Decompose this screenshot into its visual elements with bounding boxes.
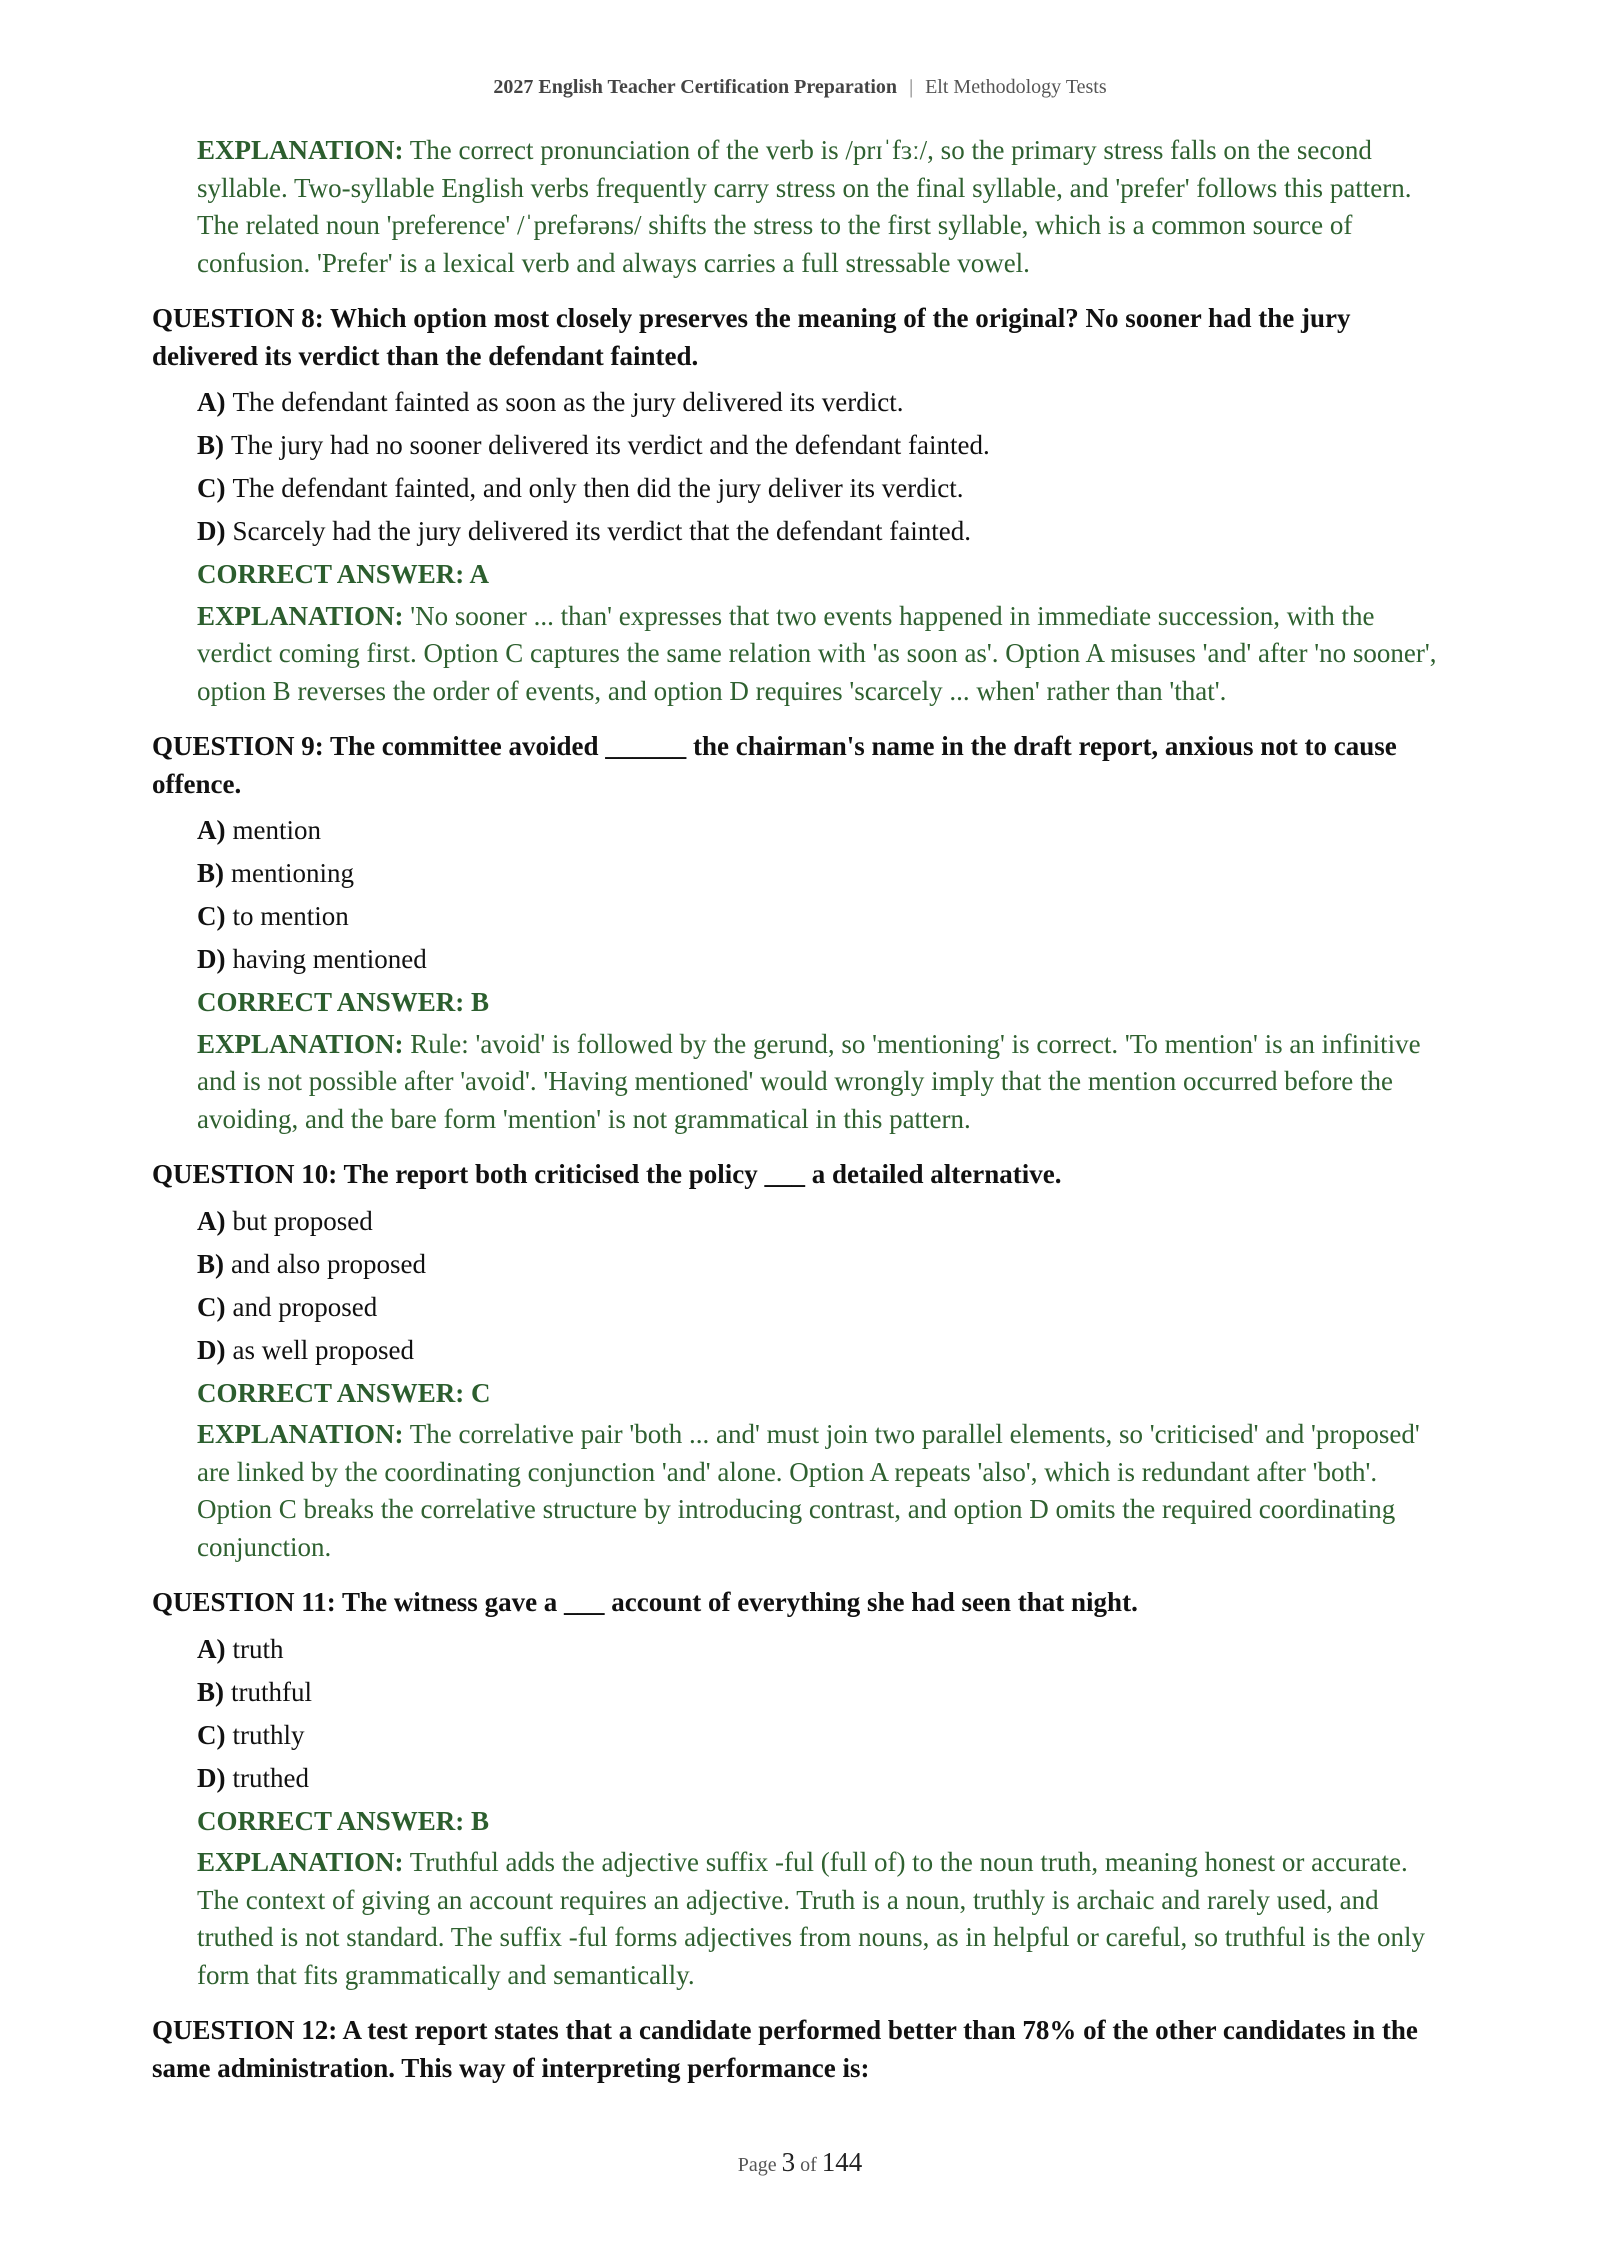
option-letter: D) xyxy=(197,1334,226,1365)
document-subtitle: Elt Methodology Tests xyxy=(925,76,1107,98)
option-c xyxy=(197,895,1452,938)
explanation xyxy=(197,598,1452,711)
explanation-text: 'No sooner ... than' expresses that two events happened in immediate succession, with the verdict coming first. Option C captures the same relation with 'as soon as'. Option A misuses 'and' after 'no sooner', option B reverses the order of events, and option D requires 'scarcely ... when' rather than 'that'. xyxy=(197,600,1437,706)
option-text: The jury had no sooner delivered its verdict and the defendant fainted. xyxy=(231,430,990,460)
option-letter: A) xyxy=(197,387,226,417)
option-b xyxy=(197,424,1452,467)
question-stem: QUESTION 8: Which option most closely preserves the meaning of the original? No sooner had the jury delivered its verdict than the defendant fainted. xyxy=(152,303,1351,371)
current-page-number: 3 xyxy=(781,2147,796,2177)
correct-answer: CORRECT ANSWER: A xyxy=(197,559,490,589)
question-12 xyxy=(152,2012,1452,2087)
option-text: mentioning xyxy=(231,858,354,888)
explanation-label: EXPLANATION: xyxy=(197,1028,404,1059)
intro-explanation xyxy=(197,132,1452,282)
explanation-text: The correlative pair 'both ... and' must join two parallel elements, so 'criticised' and 'proposed' are linked by the coordinating conjunction 'and' alone. Option A repeats 'also', which is redundant after 'both'. Option C breaks the correlative structure by introducing contrast, and option D omits the required coordinating conjunction. xyxy=(197,1419,1420,1562)
explanation-text: Rule: 'avoid' is followed by the gerund, so 'mentioning' is correct. 'To mention' is an infinitive and is not possible after 'avoid'. 'Having mentioned' would wrongly imply that the mention occurred before the avoiding, and the bare form 'mention' is not grammatical in this pattern. xyxy=(197,1028,1421,1134)
option-text: The defendant fainted as soon as the jury delivered its verdict. xyxy=(232,387,904,417)
option-c xyxy=(197,467,1452,510)
option-letter: B) xyxy=(197,1676,224,1707)
option-text: Scarcely had the jury delivered its verdict that the defendant fainted. xyxy=(232,516,971,546)
correct-answer: CORRECT ANSWER: B xyxy=(197,987,490,1017)
correct-answer: CORRECT ANSWER: C xyxy=(197,1377,491,1408)
option-letter: C) xyxy=(197,901,226,931)
option-text: mention xyxy=(232,815,321,845)
option-text: truth xyxy=(232,1633,284,1664)
option-c xyxy=(197,1286,1452,1329)
question-stem: QUESTION 9: The committee avoided ______ the chairman's name in the draft report, anxious not to cause offence. xyxy=(152,731,1397,799)
option-letter: D) xyxy=(197,1762,226,1793)
page-content xyxy=(152,132,1452,2093)
question-stem: QUESTION 12: A test report states that a candidate performed better than 78% of the other candidates in the same administration. This way of interpreting performance is: xyxy=(152,2015,1418,2083)
option-d xyxy=(197,1757,1452,1800)
option-letter: D) xyxy=(197,516,226,546)
option-text: truthly xyxy=(232,1719,305,1750)
question-stem: QUESTION 10: The report both criticised the policy ___ a detailed alternative. xyxy=(152,1159,1062,1189)
explanation-label: EXPLANATION: xyxy=(197,1419,404,1449)
option-d xyxy=(197,938,1452,981)
explanation-text: The correct pronunciation of the verb is /prɪˈfɜː/, so the primary stress falls on the second syllable. Two-syllable English verbs frequently carry stress on the final syllable, and 'prefer' follows this pattern. The related noun 'preference' /ˈprefərəns/ shifts the stress to the first syllable, which is a common source of confusion. 'Prefer' is a lexical verb and always carries a full stressable vowel. xyxy=(197,135,1412,278)
page-header xyxy=(0,76,1600,99)
option-text: The defendant fainted, and only then did the jury deliver its verdict. xyxy=(232,473,964,503)
total-pages: 144 xyxy=(821,2147,863,2177)
option-letter: A) xyxy=(197,1633,226,1664)
page-word: Page xyxy=(737,2154,777,2176)
option-b xyxy=(197,852,1452,895)
option-d xyxy=(197,1329,1452,1372)
option-text: truthed xyxy=(232,1762,309,1793)
explanation-label: EXPLANATION: xyxy=(197,135,404,165)
option-a xyxy=(197,1200,1452,1243)
option-letter: B) xyxy=(197,1248,224,1279)
explanation-label: EXPLANATION: xyxy=(197,600,404,631)
question-9 xyxy=(152,728,1452,1138)
option-text: having mentioned xyxy=(232,944,427,974)
question-stem: QUESTION 11: The witness gave a ___ account of everything she had seen that night. xyxy=(152,1587,1138,1617)
option-letter: C) xyxy=(197,473,226,503)
explanation xyxy=(197,1026,1452,1139)
explanation-label: EXPLANATION: xyxy=(197,1847,404,1877)
question-10 xyxy=(152,1156,1452,1566)
option-letter: B) xyxy=(197,430,224,460)
option-a xyxy=(197,809,1452,852)
explanation xyxy=(197,1844,1452,1994)
question-11 xyxy=(152,1584,1452,1994)
of-word: of xyxy=(800,2154,817,2176)
option-b xyxy=(197,1671,1452,1714)
explanation xyxy=(197,1416,1452,1566)
option-a xyxy=(197,1628,1452,1671)
option-text: but proposed xyxy=(232,1205,373,1236)
option-d xyxy=(197,510,1452,553)
correct-answer: CORRECT ANSWER: B xyxy=(197,1805,490,1836)
option-text: to mention xyxy=(232,901,349,931)
option-letter: A) xyxy=(197,1205,226,1236)
option-a xyxy=(197,381,1452,424)
option-letter: C) xyxy=(197,1291,226,1322)
option-text: truthful xyxy=(231,1676,312,1707)
document-title: 2027 English Teacher Certification Preparation xyxy=(493,76,898,98)
option-text: and also proposed xyxy=(231,1248,426,1279)
question-8 xyxy=(152,300,1452,710)
option-letter: D) xyxy=(197,944,226,974)
option-letter: B) xyxy=(197,858,224,888)
option-letter: C) xyxy=(197,1719,226,1750)
option-text: as well proposed xyxy=(232,1334,414,1365)
option-letter: A) xyxy=(197,815,226,845)
option-c xyxy=(197,1714,1452,1757)
header-separator: | xyxy=(909,76,914,98)
explanation-text: Truthful adds the adjective suffix -ful (full of) to the noun truth, meaning honest or accurate. The context of giving an account requires an adjective. Truth is a noun, truthly is archaic and rarely used, and truthed is not standard. The suffix -ful forms adjectives from nouns, as in helpful or careful, so truthful is the only form that fits grammatically and semantically. xyxy=(197,1847,1425,1990)
option-text: and proposed xyxy=(232,1291,378,1322)
page-footer xyxy=(0,2147,1600,2178)
option-b xyxy=(197,1243,1452,1286)
